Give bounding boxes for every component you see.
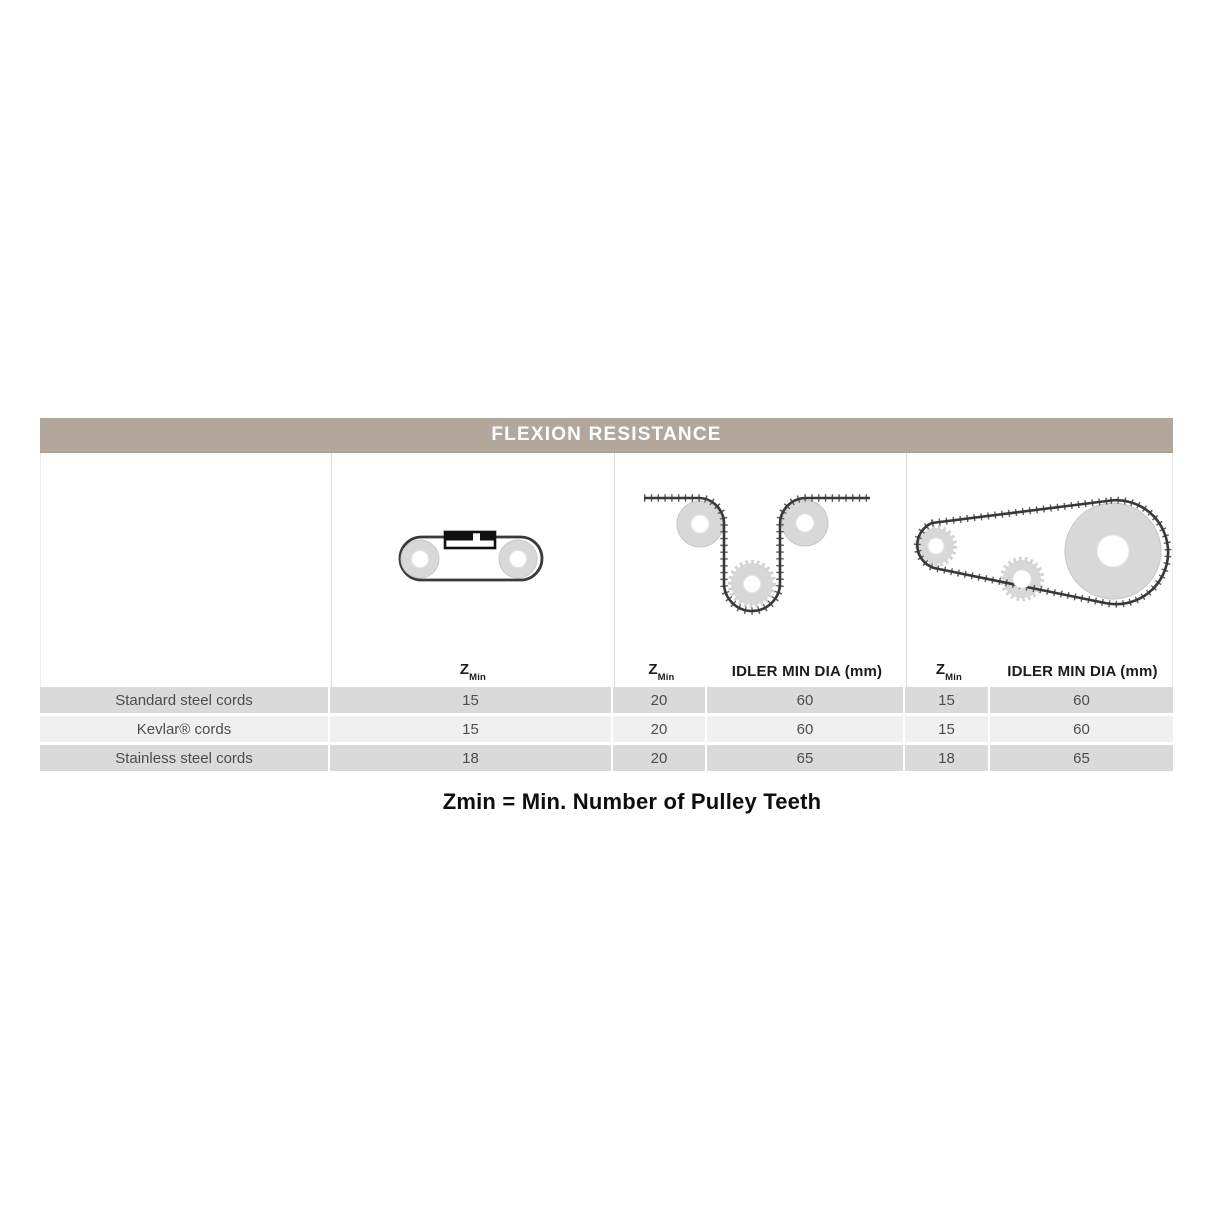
header-zmin-2 — [614, 649, 708, 687]
zmin-header: $Z_{Min}$ — [648, 661, 675, 683]
idler-header: IDLER MIN DIA (mm) — [731, 662, 883, 680]
zmin-value: 20 — [613, 716, 707, 742]
zmin-value: 18 — [905, 745, 990, 771]
diagram-cell-empty — [41, 453, 331, 649]
idler-value: 60 — [707, 687, 905, 713]
idler-value: 60 — [990, 687, 1173, 713]
table-row — [40, 716, 1173, 742]
zmin-header: $Z_{Min}$ — [459, 661, 487, 683]
column-header-row — [40, 649, 1173, 687]
diagram-cell-2 — [614, 453, 906, 649]
zmin-header: $Z_{Min}$ — [935, 661, 963, 683]
flexion-resistance-table — [40, 418, 1173, 771]
zmin-value: 15 — [330, 687, 613, 713]
zmin-value: 18 — [330, 745, 613, 771]
table-row — [40, 687, 1173, 713]
header-zmin-3 — [906, 649, 991, 687]
zmin-value: 15 — [905, 716, 990, 742]
zmin-value: 15 — [330, 716, 613, 742]
idler-value: 65 — [707, 745, 905, 771]
row-label: Kevlar® cords — [40, 716, 330, 742]
diagram-belt-dip-idler — [615, 453, 906, 649]
idler-value: 65 — [990, 745, 1173, 771]
diagram-cell-1 — [331, 453, 614, 649]
table-row — [40, 745, 1173, 771]
row-label: Stainless steel cords — [40, 745, 330, 771]
header-cell-empty — [41, 649, 331, 687]
idler-header: IDLER MIN DIA (mm) — [1007, 662, 1158, 680]
diagram-open-belt-clamp — [332, 453, 614, 649]
diagram-band — [40, 453, 1173, 649]
header-idler-2 — [991, 649, 1174, 687]
table-title: FLEXION RESISTANCE — [491, 424, 722, 445]
idler-value: 60 — [707, 716, 905, 742]
diagram-cell-3 — [906, 453, 1174, 649]
zmin-value: 20 — [613, 687, 707, 713]
zmin-value: 15 — [905, 687, 990, 713]
header-zmin-1 — [331, 649, 614, 687]
diagram-closed-loop-idler — [907, 453, 1174, 649]
header-idler-1 — [708, 649, 906, 687]
caption: Zmin = Min. Number of Pulley Teeth — [442, 789, 822, 814]
zmin-value: 20 — [613, 745, 707, 771]
row-label: Standard steel cords — [40, 687, 330, 713]
table-title-bar — [40, 418, 1173, 453]
idler-value: 60 — [990, 716, 1173, 742]
